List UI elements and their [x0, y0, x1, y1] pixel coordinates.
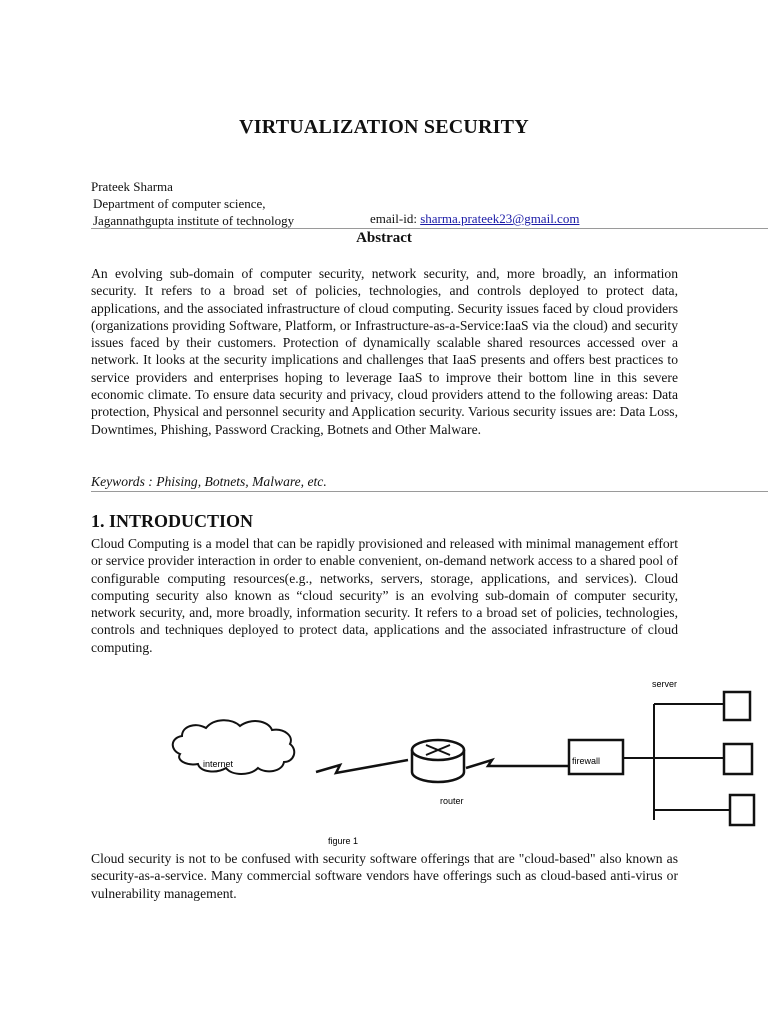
abstract-text: An evolving sub-domain of computer security, network security, and, more broadly, an information security. It refers to a broad set of policies, technologies, and controls deployed to protect data, applications, and the associated infrastructure of cloud computing. Security issues faced by cloud providers (organizations providing Software, Platform, or Infrastructure-as-a-Service:IaaS via the cloud) and security issues faced by their customers. Protection of dynamically scalable shared resources accessed over a network. It looks at the security implications and challenges that IaaS presents and offers best practices to service providers and enterprises hoping to leverage IaaS to improve their bottom line in this severe economic climate. To ensure data security and privacy, cloud providers attend to the following areas: Data protection, Physical and personnel security and Application security. Various security issues are: Data Loss, Downtimes, Phishing, Password Cracking, Botnets and Other Malware.: [91, 266, 678, 437]
internet-cloud: [173, 720, 295, 774]
author-name: Prateek Sharma: [91, 179, 173, 194]
closing-text: Cloud security is not to be confused with security software offerings that are "cloud-based" also known as security-as-a-service. Many commercial software vendors have offerings such as cloud-based anti-virus or vulnerability management.: [91, 851, 678, 901]
network-diagram: [0, 670, 768, 850]
author-email-line: [370, 211, 579, 227]
email-link[interactable]: sharma.prateek23@gmail.com: [420, 211, 580, 226]
server-box-2: [724, 744, 752, 774]
router-icon: [412, 740, 464, 782]
author-department: Department of computer science,: [93, 196, 266, 211]
keywords: Keywords : Phising, Botnets, Malware, etc.: [91, 474, 327, 489]
author-institute: Jagannathgupta institute of technology: [93, 213, 295, 228]
firewall-label: firewall: [572, 756, 601, 766]
internet-label: internet: [203, 759, 234, 769]
paper-title: VIRTUALIZATION SECURITY: [239, 116, 529, 138]
router-label: router: [440, 796, 464, 806]
link-router-firewall: [466, 760, 570, 768]
section-heading-introduction: 1. INTRODUCTION: [91, 511, 254, 531]
link-cloud-router: [316, 760, 408, 773]
author-block: [91, 178, 294, 229]
server-box-1: [724, 692, 750, 720]
email-label: email-id:: [370, 211, 421, 226]
introduction-text: Cloud Computing is a model that can be rapidly provisioned and released with minimal management effort or service provider interaction in order to enable convenient, on-demand network access to a shared pool of configurable computing resources(e.g., networks, servers, storage, applications, and services). Cloud computing security also known as “cloud security” is an evolving sub-domain of computer security, network security, and, more broadly, information security. It refers to a broad set of policies, technologies, controls and techniques deployed to protect data, applications and the associated infrastructure of cloud computing.: [91, 536, 678, 655]
abstract-heading: Abstract: [356, 230, 412, 246]
figure-caption: figure 1: [328, 836, 359, 846]
keywords-divider: [91, 491, 768, 492]
server-box-3: [730, 795, 754, 825]
server-label: server: [652, 679, 678, 689]
header-divider: [91, 228, 768, 229]
